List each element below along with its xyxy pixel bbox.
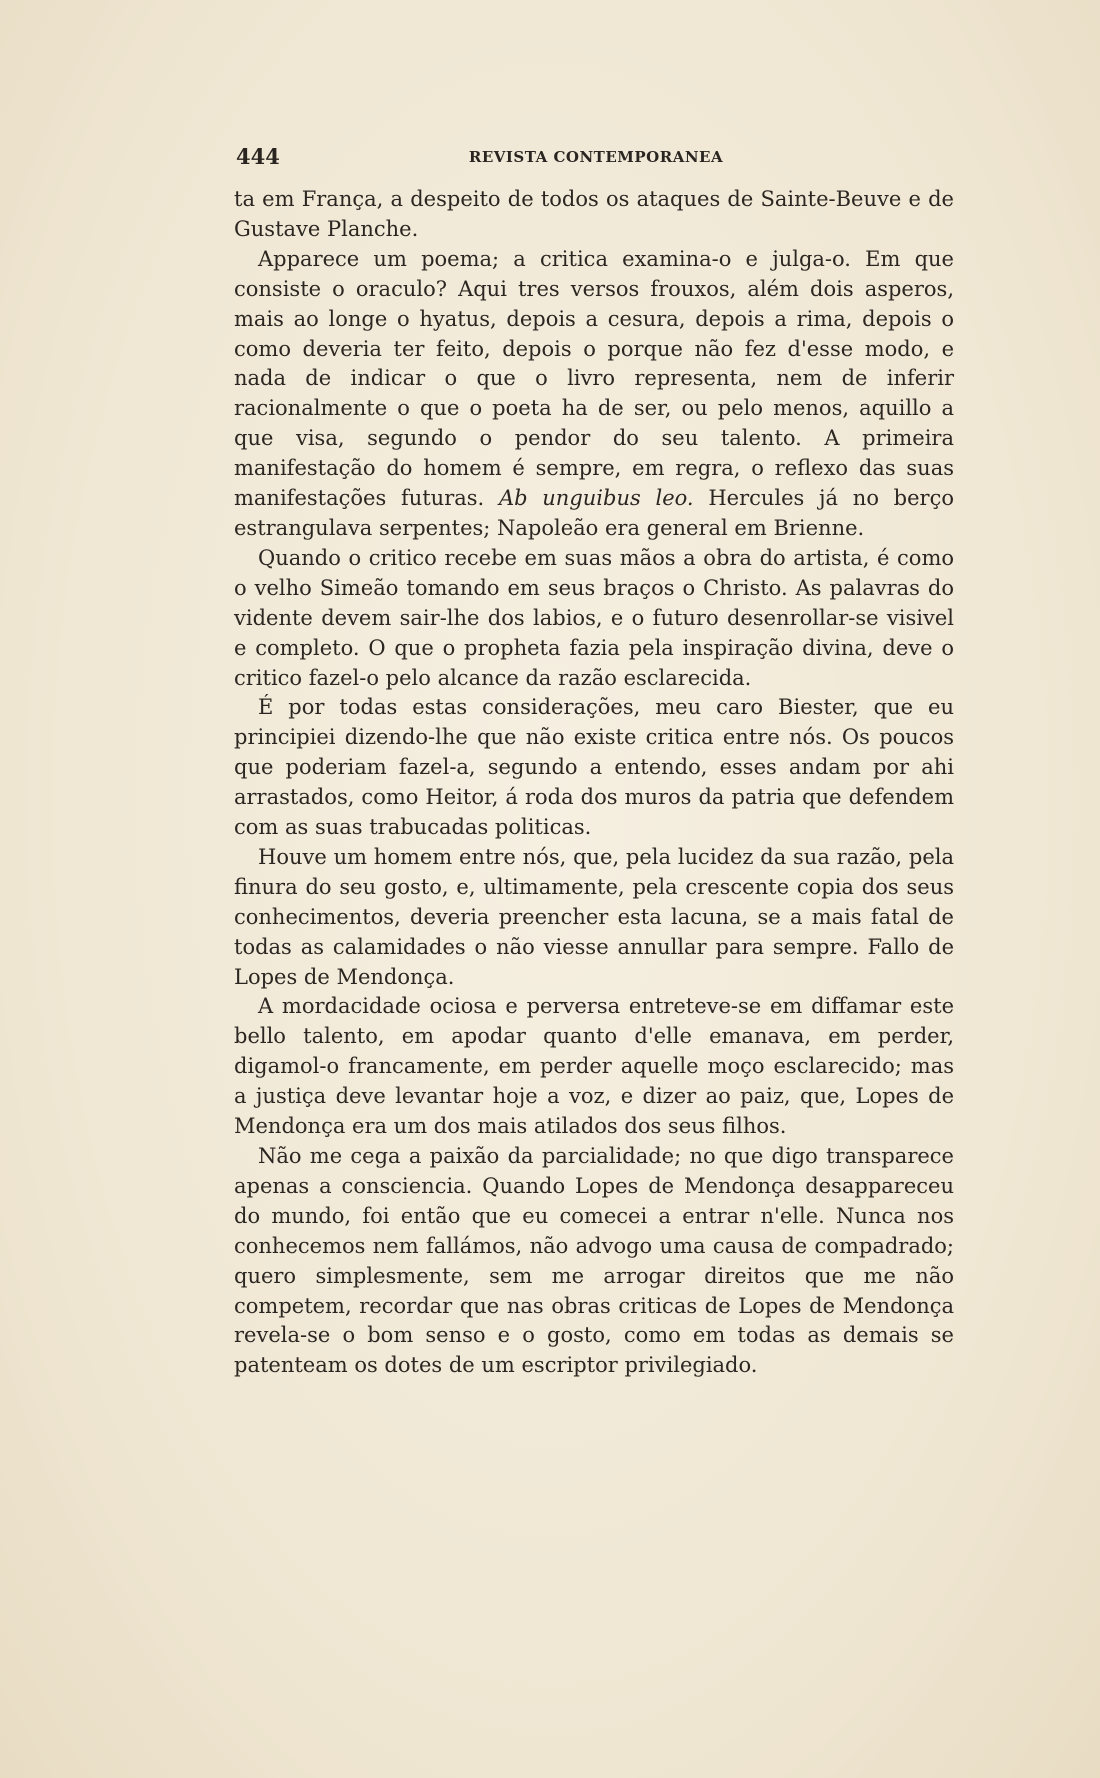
page-header (236, 144, 956, 174)
paragraph-7: Não me cega a paixão da parcialidade; no que digo transparece apenas a consciencia. Quando Lopes de Mendonça desappareceu do mundo, foi então que eu comecei a entrar n'elle. Nunca nos conhecemos nem fallámos, não advogo uma causa de compadrado; quero simplesmente, sem me arrogar direitos que me não competem, recordar que nas obras criticas de Lopes de Mendonça revela-se o bom senso e o gosto, como em todas as demais se patenteam os dotes de um escriptor privilegiado. (234, 1144, 954, 1378)
paragraph-3: Quando o critico recebe em suas mãos a obra do artista, é como o velho Simeão tomando em seus braços o Christo. As palavras do vidente devem sair-lhe dos labios, e o futuro desenrollar-se visivel e completo. O que o propheta fazia pela inspiração divina, deve o critico fazel-o pelo alcance da razão esclarecida. (234, 545, 954, 690)
paragraph-5: Houve um homem entre nós, que, pela lucidez da sua razão, pela finura do seu gosto, e, ultimamente, pela crescente copia dos seus conhecimentos, deveria preencher esta lacuna, se a mais fatal de todas as calamidades o não viesse annullar para sempre. Fallo de Lopes de Mendonça. (234, 844, 954, 989)
latin-quote: Ab unguibus leo. (498, 486, 694, 511)
body-text (234, 185, 954, 1381)
paragraph-2-text: Apparece um poema; a critica examina-o e julga-o. Em que consiste o oraculo? Aqui tres versos frouxos, além dois asperos, mais ao longe o hyatus, depois a cesura, depois a rima, depois o como deveria ter feito, depois o porque não fez d'esse modo, e nada de indicar o que o livro representa, nem de inferir racionalmente o que o poeta ha de ser, ou pelo menos, aquillo a que visa, segundo o pendor do seu talento. A primeira manifestação do homem é sempre, em regra, o reflexo das suas manifestações futuras. (234, 246, 954, 511)
page-number: 444 (236, 144, 280, 169)
paragraph-1: ta em França, a despeito de todos os ataques de Sainte-Beuve e de Gustave Planche. (234, 187, 954, 241)
running-head: REVISTA CONTEMPORANEA (468, 148, 724, 166)
paragraph-6: A mordacidade ociosa e perversa entreteve-se em diffamar este bello talento, em apodar quanto d'elle emanava, em perder, digamol-o francamente, em perder aquelle moço esclarecido; mas a justiça deve levantar hoje a voz, e dizer ao paiz, que, Lopes de Mendonça era um dos mais atilados dos seus filhos. (234, 994, 954, 1139)
paragraph-2 (234, 245, 954, 544)
paragraph-4: É por todas estas considerações, meu caro Biester, que eu principiei dizendo-lhe que não existe critica entre nós. Os poucos que poderiam fazel-a, segundo a entendo, esses andam por ahi arrastados, como Heitor, á roda dos muros da patria que defendem com as suas trabucadas politicas. (234, 695, 954, 840)
paragraph-2-continuation: Hercules já no berço estrangulava serpentes; Napoleão era general em Brienne. (234, 486, 954, 540)
